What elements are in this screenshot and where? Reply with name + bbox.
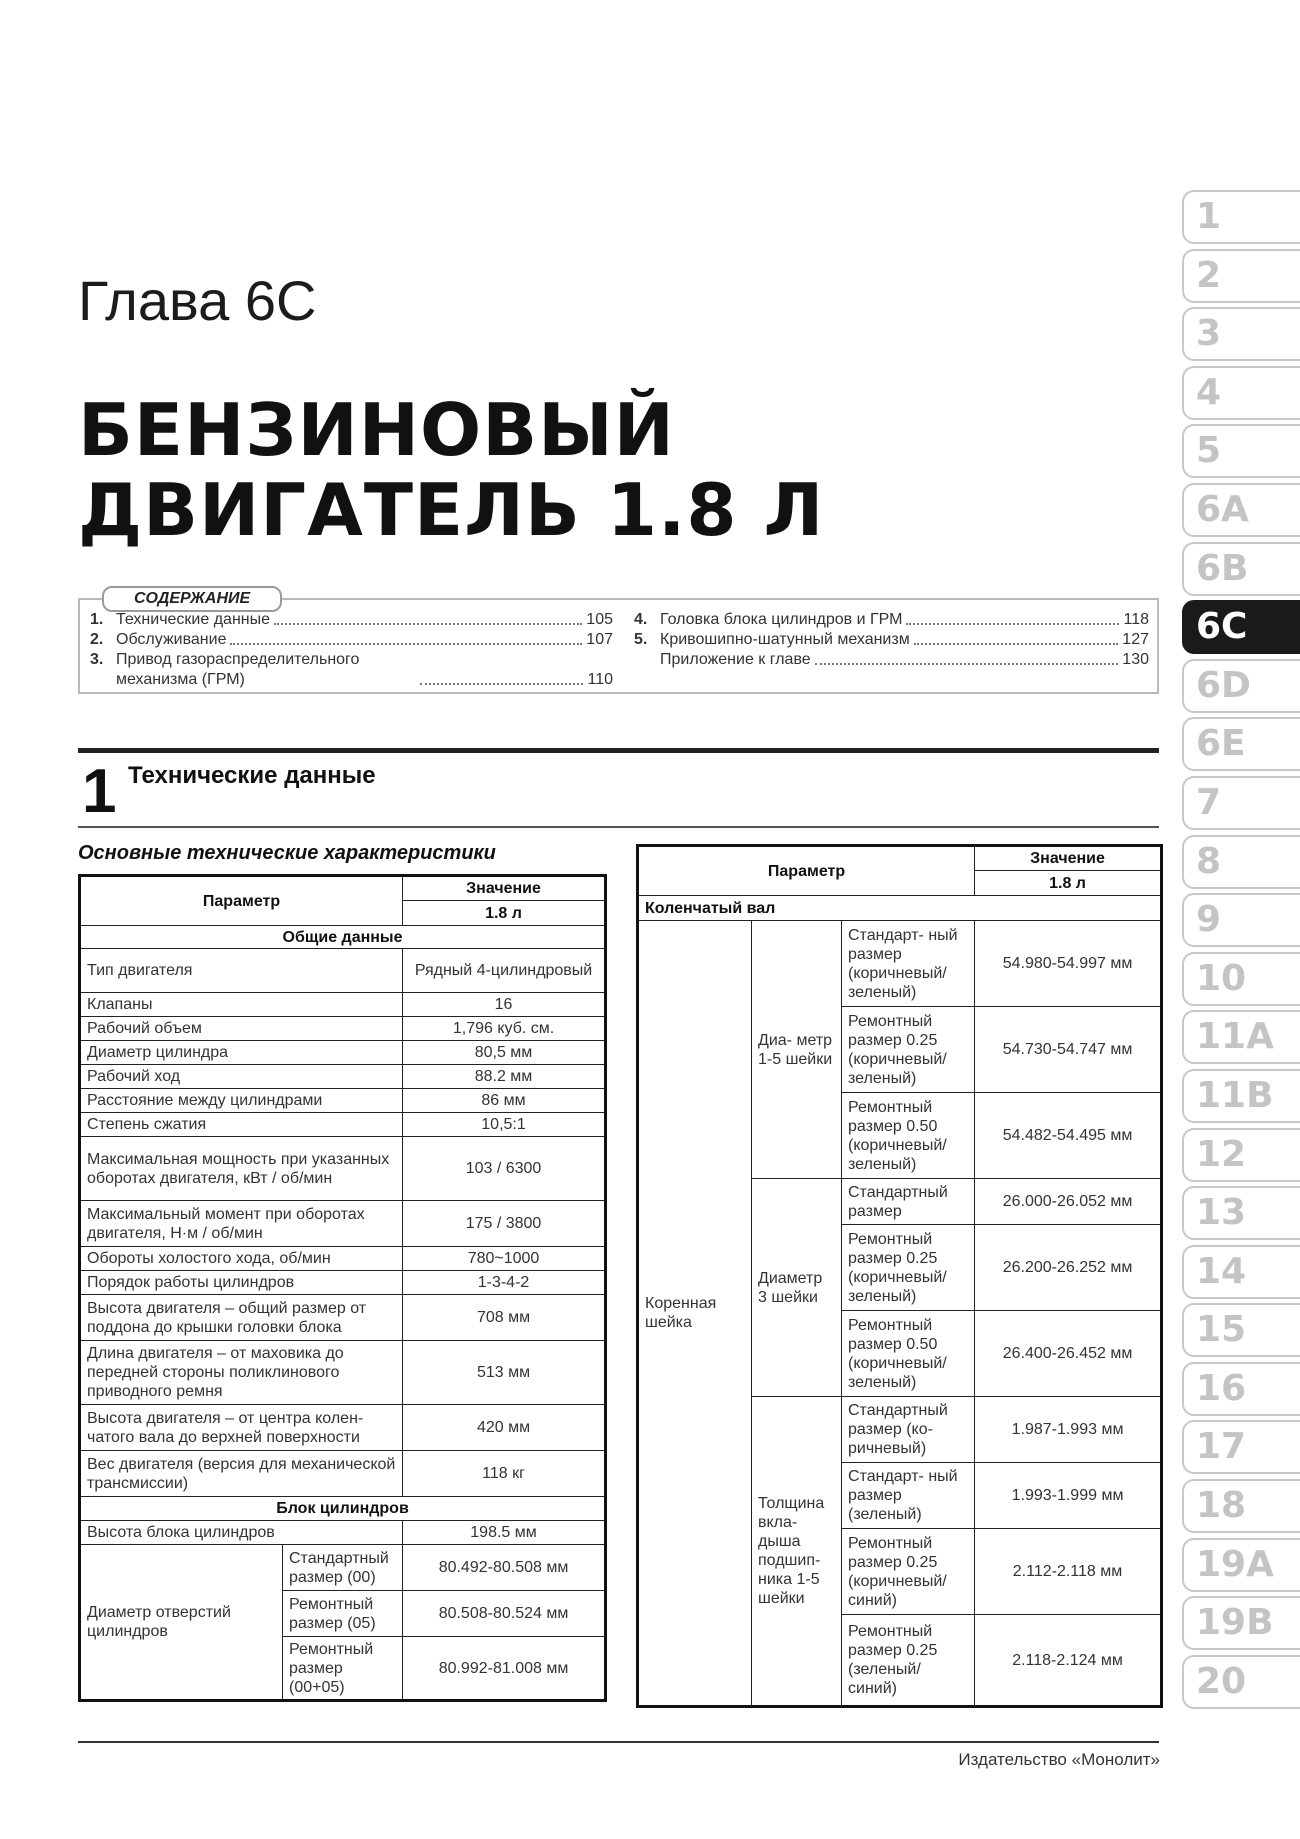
table-row <box>80 1405 606 1451</box>
value-cell: 420 мм <box>403 1405 606 1451</box>
main-journal-cell: Коренная шейка <box>638 921 752 1707</box>
value-cell: 780~1000 <box>403 1247 606 1271</box>
contents-dot-leader <box>420 683 583 685</box>
contents-dot-leader <box>230 643 582 645</box>
chapter-tab[interactable]: 18 <box>1182 1479 1300 1533</box>
chapter-tab[interactable]: 12 <box>1182 1128 1300 1182</box>
column-header-value: Значение <box>975 846 1162 871</box>
table-row <box>80 1017 606 1041</box>
value-cell: 86 мм <box>403 1089 606 1113</box>
column-header-value: Значение <box>403 876 606 901</box>
contents-item[interactable] <box>90 610 613 630</box>
size-cell: Стандартный размер <box>842 1179 975 1225</box>
table-group-row <box>638 896 1162 921</box>
contents-item-title: Приложение к главе <box>660 651 811 668</box>
chapter-tab[interactable]: 11B <box>1182 1069 1300 1123</box>
contents-item-number: 4. <box>634 611 648 628</box>
value-cell: 26.200-26.252 мм <box>975 1225 1162 1311</box>
contents-item-title: Привод газораспределительного механизма (ГРМ) <box>116 651 360 688</box>
subgroup-cell: Диа- метр 1-5 шейки <box>752 921 842 1179</box>
contents-dot-leader <box>906 623 1119 625</box>
param-cell: Степень сжатия <box>80 1113 403 1137</box>
chapter-label: Глава 6С <box>78 269 317 332</box>
param-cell: Обороты холостого хода, об/мин <box>80 1247 403 1271</box>
table-row <box>80 1521 606 1545</box>
chapter-tab[interactable]: 17 <box>1182 1420 1300 1474</box>
bore-param-cell: Диаметр отверстий цилиндров <box>80 1545 283 1701</box>
value-cell: 10,5:1 <box>403 1113 606 1137</box>
contents-item-page: 118 <box>1123 611 1149 628</box>
size-cell: Ремонтный размер 0.25 (коричневый/ зеленый) <box>842 1225 975 1311</box>
section-number: 1 <box>82 757 117 826</box>
size-cell: Стандарт- ный размер (коричневый/ зеленый) <box>842 921 975 1007</box>
contents-label: СОДЕРЖАНИЕ <box>102 586 282 612</box>
chapter-tab[interactable]: 7 <box>1182 776 1300 830</box>
chapter-tab[interactable]: 8 <box>1182 835 1300 889</box>
param-cell: Вес двигателя (версия для механической трансмиссии) <box>80 1451 403 1497</box>
table-row <box>80 1113 606 1137</box>
table-row <box>80 1341 606 1405</box>
table-group-row <box>80 926 606 949</box>
value-cell: 80.508-80.524 мм <box>403 1591 606 1637</box>
value-cell: 708 мм <box>403 1295 606 1341</box>
chapter-tab[interactable]: 14 <box>1182 1245 1300 1299</box>
main-specs-table <box>78 874 607 1702</box>
value-cell: Рядный 4-цилиндровый <box>403 949 606 993</box>
param-cell: Высота двигателя – общий размер от поддона до крышки головки блока <box>80 1295 403 1341</box>
value-cell: 88.2 мм <box>403 1065 606 1089</box>
value-cell: 54.730-54.747 мм <box>975 1007 1162 1093</box>
param-cell: Длина двигателя – от маховика до передней стороны поликлинового приводного ремня <box>80 1341 403 1405</box>
value-cell: 175 / 3800 <box>403 1201 606 1247</box>
size-cell: Ремонтный размер (00+05) <box>283 1637 403 1701</box>
param-cell: Тип двигателя <box>80 949 403 993</box>
value-cell: 1,796 куб. см. <box>403 1017 606 1041</box>
table-row <box>80 949 606 993</box>
chapter-tab[interactable]: 6E <box>1182 717 1300 771</box>
chapter-tab-active[interactable]: 6C <box>1182 600 1300 654</box>
table-row <box>80 1451 606 1497</box>
value-cell: 2.112-2.118 мм <box>975 1529 1162 1615</box>
chapter-tab[interactable]: 16 <box>1182 1362 1300 1416</box>
table-row <box>80 1247 606 1271</box>
size-cell: Стандартный размер (00) <box>283 1545 403 1591</box>
contents-item-title: Головка блока цилиндров и ГРМ <box>660 611 903 628</box>
param-cell: Клапаны <box>80 993 403 1017</box>
publisher-credit: Издательство «Монолит» <box>958 1750 1160 1769</box>
contents-item[interactable] <box>634 610 1149 630</box>
subgroup-cell: Диаметр 3 шейки <box>752 1179 842 1397</box>
value-cell: 1.987-1.993 мм <box>975 1397 1162 1463</box>
column-header-parameter: Параметр <box>638 846 975 896</box>
table-row <box>80 993 606 1017</box>
param-cell: Расстояние между цилиндрами <box>80 1089 403 1113</box>
contents-item-title: Кривошипно-шатунный механизм <box>660 631 910 648</box>
table-row <box>80 1201 606 1247</box>
value-cell: 80.992-81.008 мм <box>403 1637 606 1701</box>
contents-item-number: 1. <box>90 611 104 628</box>
chapter-tab[interactable]: 10 <box>1182 952 1300 1006</box>
table-row <box>80 1089 606 1113</box>
param-cell: Порядок работы цилиндров <box>80 1271 403 1295</box>
table-group-row <box>80 1497 606 1521</box>
value-cell: 16 <box>403 993 606 1017</box>
column-header-engine: 1.8 л <box>403 901 606 926</box>
value-cell: 80,5 мм <box>403 1041 606 1065</box>
section-title: Технические данные <box>128 762 376 789</box>
table-row <box>80 1065 606 1089</box>
chapter-tab[interactable]: 1 <box>1182 190 1300 244</box>
size-cell: Стандартный размер (ко- ричневый) <box>842 1397 975 1463</box>
table-header-row <box>80 876 606 901</box>
size-cell: Ремонтный размер 0.25 (зеленый/ синий) <box>842 1615 975 1707</box>
value-cell: 198.5 мм <box>403 1521 606 1545</box>
chapter-tab[interactable]: 20 <box>1182 1655 1300 1709</box>
table-row <box>80 1271 606 1295</box>
contents-item[interactable] <box>634 650 1149 670</box>
table-subheading: Основные технические характеристики <box>78 842 496 864</box>
value-cell: 1-3-4-2 <box>403 1271 606 1295</box>
value-cell: 26.400-26.452 мм <box>975 1311 1162 1397</box>
chapter-tab[interactable]: 9 <box>1182 893 1300 947</box>
chapter-tab[interactable]: 13 <box>1182 1186 1300 1240</box>
contents-dot-leader <box>274 623 582 625</box>
param-cell: Максимальный момент при оборотах двигателя, Н·м / об/мин <box>80 1201 403 1247</box>
footer-rule <box>78 1741 1159 1743</box>
contents-box <box>78 590 1159 694</box>
table-row <box>80 1295 606 1341</box>
chapter-title-line2: ДВИГАТЕЛЬ 1.8 Л <box>78 468 825 552</box>
contents-item-number: 5. <box>634 631 648 648</box>
contents-item[interactable] <box>634 630 1149 650</box>
size-cell: Ремонтный размер (05) <box>283 1591 403 1637</box>
chapter-tab[interactable]: 5 <box>1182 424 1300 478</box>
value-cell: 54.980-54.997 мм <box>975 921 1162 1007</box>
chapter-tab[interactable]: 6A <box>1182 483 1300 537</box>
contents-item-title: Обслуживание <box>116 631 227 648</box>
size-cell: Ремонтный размер 0.25 (коричневый/ зеленый) <box>842 1007 975 1093</box>
crankshaft-specs-table <box>636 844 1163 1708</box>
table-row <box>638 921 1162 1007</box>
column-header-parameter: Параметр <box>80 876 403 926</box>
contents-item-title: Технические данные <box>116 611 271 628</box>
contents-item-page: 105 <box>586 611 613 628</box>
contents-left-column <box>90 610 613 690</box>
contents-dot-leader <box>914 643 1119 645</box>
contents-item-page: 127 <box>1122 631 1149 648</box>
value-cell: 2.118-2.124 мм <box>975 1615 1162 1707</box>
chapter-title <box>78 390 824 550</box>
group-general: Общие данные <box>80 926 606 949</box>
chapter-tab[interactable]: 6D <box>1182 659 1300 713</box>
value-cell: 26.000-26.052 мм <box>975 1179 1162 1225</box>
contents-right-column <box>634 610 1149 670</box>
param-cell: Рабочий ход <box>80 1065 403 1089</box>
param-cell: Максимальная мощность при указанных оборотах двигателя, кВт / об/мин <box>80 1137 403 1201</box>
contents-item[interactable] <box>90 650 613 690</box>
param-cell: Высота двигателя – от центра колен- чатого вала до верхней поверхности <box>80 1405 403 1451</box>
chapter-tab[interactable]: 4 <box>1182 366 1300 420</box>
table-row <box>80 1041 606 1065</box>
contents-item[interactable] <box>90 630 613 650</box>
contents-item-page: 110 <box>587 671 613 688</box>
group-block: Блок цилиндров <box>80 1497 606 1521</box>
chapter-tabs <box>1182 190 1300 1713</box>
chapter-tab[interactable]: 19B <box>1182 1596 1300 1650</box>
size-cell: Ремонтный размер 0.50 (коричневый/ зеленый) <box>842 1311 975 1397</box>
column-header-engine: 1.8 л <box>975 871 1162 896</box>
chapter-tab[interactable]: 6B <box>1182 542 1300 596</box>
value-cell: 513 мм <box>403 1341 606 1405</box>
contents-item-page: 107 <box>586 631 613 648</box>
group-crankshaft: Коленчатый вал <box>638 896 1162 921</box>
contents-item-number: 2. <box>90 631 104 648</box>
param-cell: Высота блока цилиндров <box>80 1521 403 1545</box>
contents-item-number: 3. <box>90 651 104 668</box>
section-rule-top <box>78 748 1159 753</box>
contents-item-page: 130 <box>1122 651 1149 668</box>
table-row <box>80 1545 606 1591</box>
value-cell: 103 / 6300 <box>403 1137 606 1201</box>
size-cell: Ремонтный размер 0.25 (коричневый/ синий) <box>842 1529 975 1615</box>
value-cell: 118 кг <box>403 1451 606 1497</box>
value-cell: 54.482-54.495 мм <box>975 1093 1162 1179</box>
contents-dot-leader <box>815 663 1119 665</box>
chapter-tab[interactable]: 11A <box>1182 1010 1300 1064</box>
chapter-title-line1: БЕНЗИНОВЫЙ <box>78 388 675 472</box>
chapter-tab[interactable]: 19A <box>1182 1538 1300 1592</box>
value-cell: 1.993-1.999 мм <box>975 1463 1162 1529</box>
chapter-tab[interactable]: 2 <box>1182 249 1300 303</box>
table-header-row <box>638 846 1162 871</box>
subgroup-cell: Толщина вкла- дыша подшип- ника 1-5 шейки <box>752 1397 842 1707</box>
section-rule-bottom <box>78 826 1159 828</box>
table-row <box>80 1137 606 1201</box>
size-cell: Ремонтный размер 0.50 (коричневый/ зеленый) <box>842 1093 975 1179</box>
param-cell: Диаметр цилиндра <box>80 1041 403 1065</box>
chapter-tab[interactable]: 3 <box>1182 307 1300 361</box>
value-cell: 80.492-80.508 мм <box>403 1545 606 1591</box>
param-cell: Рабочий объем <box>80 1017 403 1041</box>
size-cell: Стандарт- ный размер (зеленый) <box>842 1463 975 1529</box>
chapter-tab[interactable]: 15 <box>1182 1303 1300 1357</box>
